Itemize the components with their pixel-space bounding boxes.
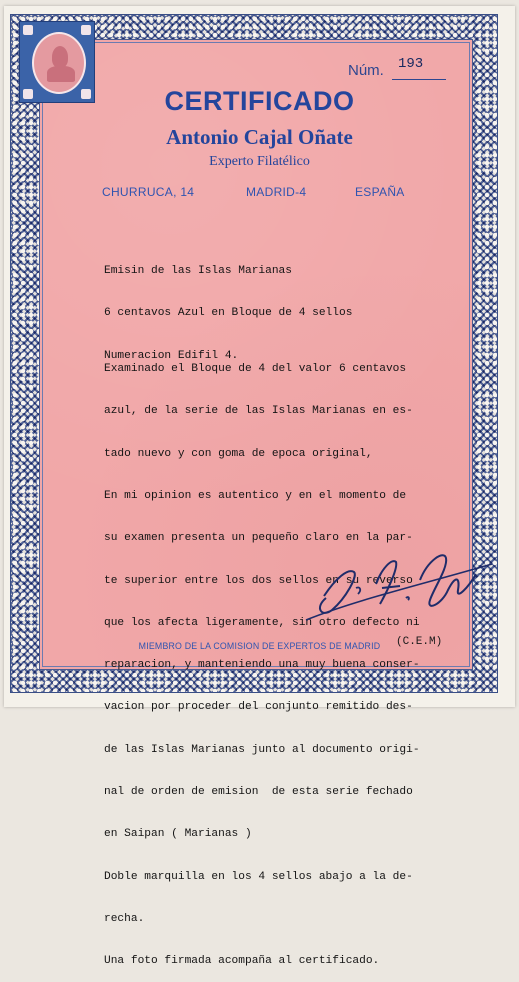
queen-portrait-icon	[32, 32, 86, 94]
examination-line: que los afecta ligeramente, sin otro defecto ni	[104, 616, 420, 629]
examination-line: Una foto firmada acompaña al certificado.	[104, 955, 380, 968]
address-city: MADRID-4	[246, 185, 307, 199]
examination-line: vacion por proceder del conjunto remitido des-	[104, 701, 413, 714]
handwritten-signature	[296, 538, 496, 628]
examination-line: recha.	[104, 912, 145, 925]
address-street: CHURRUCA, 14	[102, 185, 195, 199]
examination-line: nal de orden de emision de esta serie fechado	[104, 786, 413, 798]
commission-membership: MIEMBRO DE LA COMISION DE EXPERTOS DE MADRID	[138, 641, 381, 651]
examination-line: te superior entre los dos sellos en su reverso	[104, 574, 413, 587]
cem-seal-text: (C.E.M)	[396, 636, 443, 648]
address-country: ESPAÑA	[355, 185, 405, 199]
examination-line: Doble marquilla en los 4 sellos abajo a la de-	[104, 870, 413, 883]
expert-role: Experto Filatélico	[209, 154, 310, 169]
examination-line: En mi opinion es autentico y en el momento de	[104, 490, 407, 503]
description-line: 6 centavos Azul en Bloque de 4 sellos	[104, 307, 353, 320]
certificate-number: 193	[398, 56, 424, 72]
certificate-title: CERTIFICADO	[164, 86, 355, 116]
examination-line: Examinado el Bloque de 4 del valor 6 centavos	[104, 363, 407, 376]
expert-name: Antonio Cajal Oñate	[166, 125, 353, 149]
examination-line: azul, de la serie de las Islas Marianas en es-	[104, 405, 413, 418]
examination-block	[104, 334, 420, 982]
description-line: Numeracion Edifil 4.	[104, 349, 239, 362]
examination-line: su examen presenta un pequeño claro en la par-	[104, 532, 413, 545]
number-underline	[392, 79, 446, 80]
examination-line: reparacion, y manteniendo una muy buena conser-	[104, 659, 420, 672]
number-label: Núm.	[348, 62, 384, 79]
examination-line: en Saipan ( Marianas )	[104, 828, 252, 841]
examination-line: de las Islas Marianas junto al documento origi-	[104, 743, 420, 756]
description-line: Emisin de las Islas Marianas	[104, 265, 292, 278]
examination-line: tado nuevo y con goma de epoca original,	[104, 447, 373, 460]
